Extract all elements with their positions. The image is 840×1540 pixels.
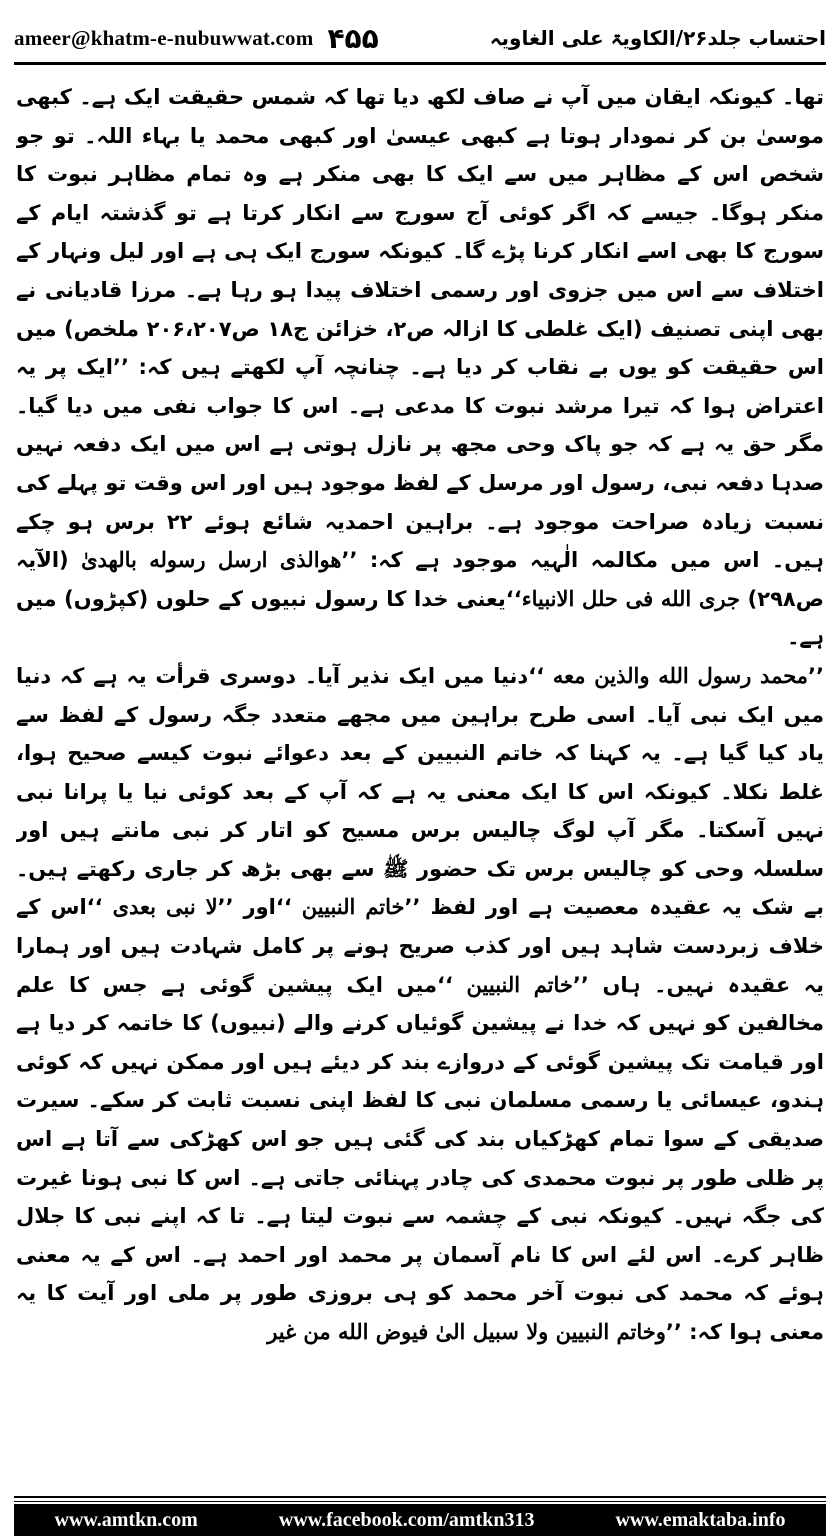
arabic-quote: وخاتم النبیین ولا سبیل الیٰ فیوض الله من غیر [267, 1319, 666, 1344]
footer-rule-thin [14, 1501, 826, 1502]
text-run: ‘‘یعنی خدا کا رسول نبیوں کے حلوں (کپڑوں) میں ہے۔ [16, 586, 824, 650]
footer-link-facebook[interactable]: www.facebook.com/amtkn313 [278, 1508, 535, 1531]
main-text [16, 78, 824, 1488]
text-run: تھا۔ کیونکہ ایقان میں آپ نے صاف لکھ دیا تھا کہ شمس حقیقت ایک ہے۔ کبھی موسیٰ بن کر نمودار ہوتا ہے کبھی عیسیٰ اور کبھی محمد یا بہاء اللہ۔ تو جو شخص اس کے مظاہر میں سے ایک کا بھی منکر ہے وہ تمام مظاہر نبوت کا منکر ہوگا۔ جیسے کہ اگر کوئی آج سورج سے انکار کرتا ہے تو گذشتہ ایام کے سورج کا بھی اسے انکار کرنا پڑے گا۔ کیونکہ سورج ایک ہی ہے اور لیل ونہار کے اختلاف سے اس میں جزوی اور رسمی اختلاف پیدا ہو رہا ہے۔ مرزا قادیانی نے بھی اپنی تصنیف (ایک غلطی کا ازالہ ص۲، خزائن ج۱۸ ص۲۰۶،۲۰۷ ملخص) میں اس حقیقت کو یوں بے نقاب کر دیا ہے۔ چنانچہ آپ لکھتے ہیں کہ: ’’ایک پر یہ اعتراض ہوا کہ تیرا مرشد نبوت کا مدعی ہے۔ اس کا جواب نفی میں دیا گیا۔ مگر حق یہ ہے کہ جو پاک وحی مجھ پر نازل ہوتی ہے اس میں ایک دفعہ نہیں صدہا دفعہ نبی، رسول اور مرسل کے لفظ موجود ہیں اور اس وقت تو پہلے کی نسبت زیادہ صراحت موجود ہے۔ براہین احمدیہ شائع ہوئے ۲۲ برس ہو چکے ہیں۔ اس میں مکالمہ الٰہیہ موجود ہے کہ: ’’ [16, 85, 824, 573]
text-run: ’’ [808, 663, 824, 688]
header-rule [14, 62, 826, 65]
arabic-quote: خاتم النبیین [466, 971, 573, 997]
page-footer [14, 1504, 826, 1536]
footer-link-amtkn[interactable]: www.amtkn.com [54, 1508, 198, 1531]
text-run: ‘‘دنیا میں ایک نذیر آیا۔ دوسری قرأت یہ ہے کہ دنیا میں ایک نبی آیا۔ اسی طرح براہین میں مجھے متعدد جگہ رسول کے لفظ سے یاد کیا گیا ہے۔ یہ کہنا کہ خاتم النبیین کے بعد دعوائے نبوت کیسے صحیح ہوا، غلط نکلا۔ کیونکہ اس کا ایک معنی یہ ہے کہ آپ کے بعد کوئی نیا یا پرانا نبی نہیں آسکتا۔ مگر آپ لوگ چالیس برس مسیح کو اتار کر نبی مانتے ہیں اور سلسلہ وحی کو چالیس برس تک حضور ﷺ سے بھی بڑھ کر جاری رکھتے ہیں۔ بے شک یہ عقیدہ معصیت ہے اور لفظ ’’ [16, 663, 824, 920]
text-run: (الآیہ ص۲۹۸) [16, 548, 824, 611]
page-header [14, 16, 826, 60]
arabic-quote: محمد رسول الله والذین معه [552, 662, 809, 688]
arabic-quote: جری الله فی حلل الانبیاء [521, 585, 740, 611]
text-run: ‘‘اور ’’ [217, 895, 302, 920]
text-run: ‘‘اس کے خلاف زبردست شاہد ہیں اور کذب صریح ہونے پر کامل شہادت ہیں اور ہمارا یہ عقیدہ نہیں۔ ہاں ’’ [16, 895, 824, 997]
paragraph-2 [16, 657, 824, 1352]
running-title: احتساب جلد۲۶/الکاویۃ علی الغاویہ [489, 26, 826, 50]
arabic-quote: ھوالذی ارسل رسوله بالهدیٰ [81, 547, 342, 573]
header-email: ameer@khatm-e-nubuwwat.com [14, 25, 314, 50]
arabic-quote: خاتم النبیین [301, 894, 405, 920]
paragraph-1 [16, 78, 824, 657]
header-left-group [14, 22, 379, 55]
page-number: ۴۵۵ [327, 21, 379, 55]
footer-rule [14, 1496, 826, 1498]
footer-link-emaktaba[interactable]: www.emaktaba.info [615, 1508, 786, 1531]
text-run: ‘‘میں ایک پیشین گوئی ہے جس کا علم مخالفین کو نہیں کہ خدا نے پیشین گوئیاں کرنے والے (نبیوں) کا خاتمہ کر دیا ہے اور قیامت تک پیشین گوئی کے دروازے بند کر دیئے ہیں اور ممکن نہیں کہ کوئی ہندو، عیسائی یا رسمی مسلمان نبی کا لفظ اپنی نسبت ثابت کر سکے۔ سیرت صدیقی کے سوا تمام کھڑکیاں بند کی گئی ہیں جو اس کھڑکی سے آتا ہے اس پر ظلی طور پر نبوت محمدی کی چادر پہنائی جاتی ہے۔ اس کا نبی ہونا غیرت کی جگہ نہیں۔ کیونکہ نبی کے چشمہ سے نبوت لیتا ہے۔ تا کہ اپنے نبی کا جلال ظاہر کرے۔ اس لئے اس کا نام آسمان پر محمد اور احمد ہے۔ اس کے یہ معنی ہوئے کہ محمد کی نبوت آخر محمد کو ہی بروزی طور پر ملی اور آیت کا یہ معنی ہوا کہ: ’’ [16, 972, 824, 1344]
arabic-quote: لا نبی بعدی [112, 894, 218, 920]
